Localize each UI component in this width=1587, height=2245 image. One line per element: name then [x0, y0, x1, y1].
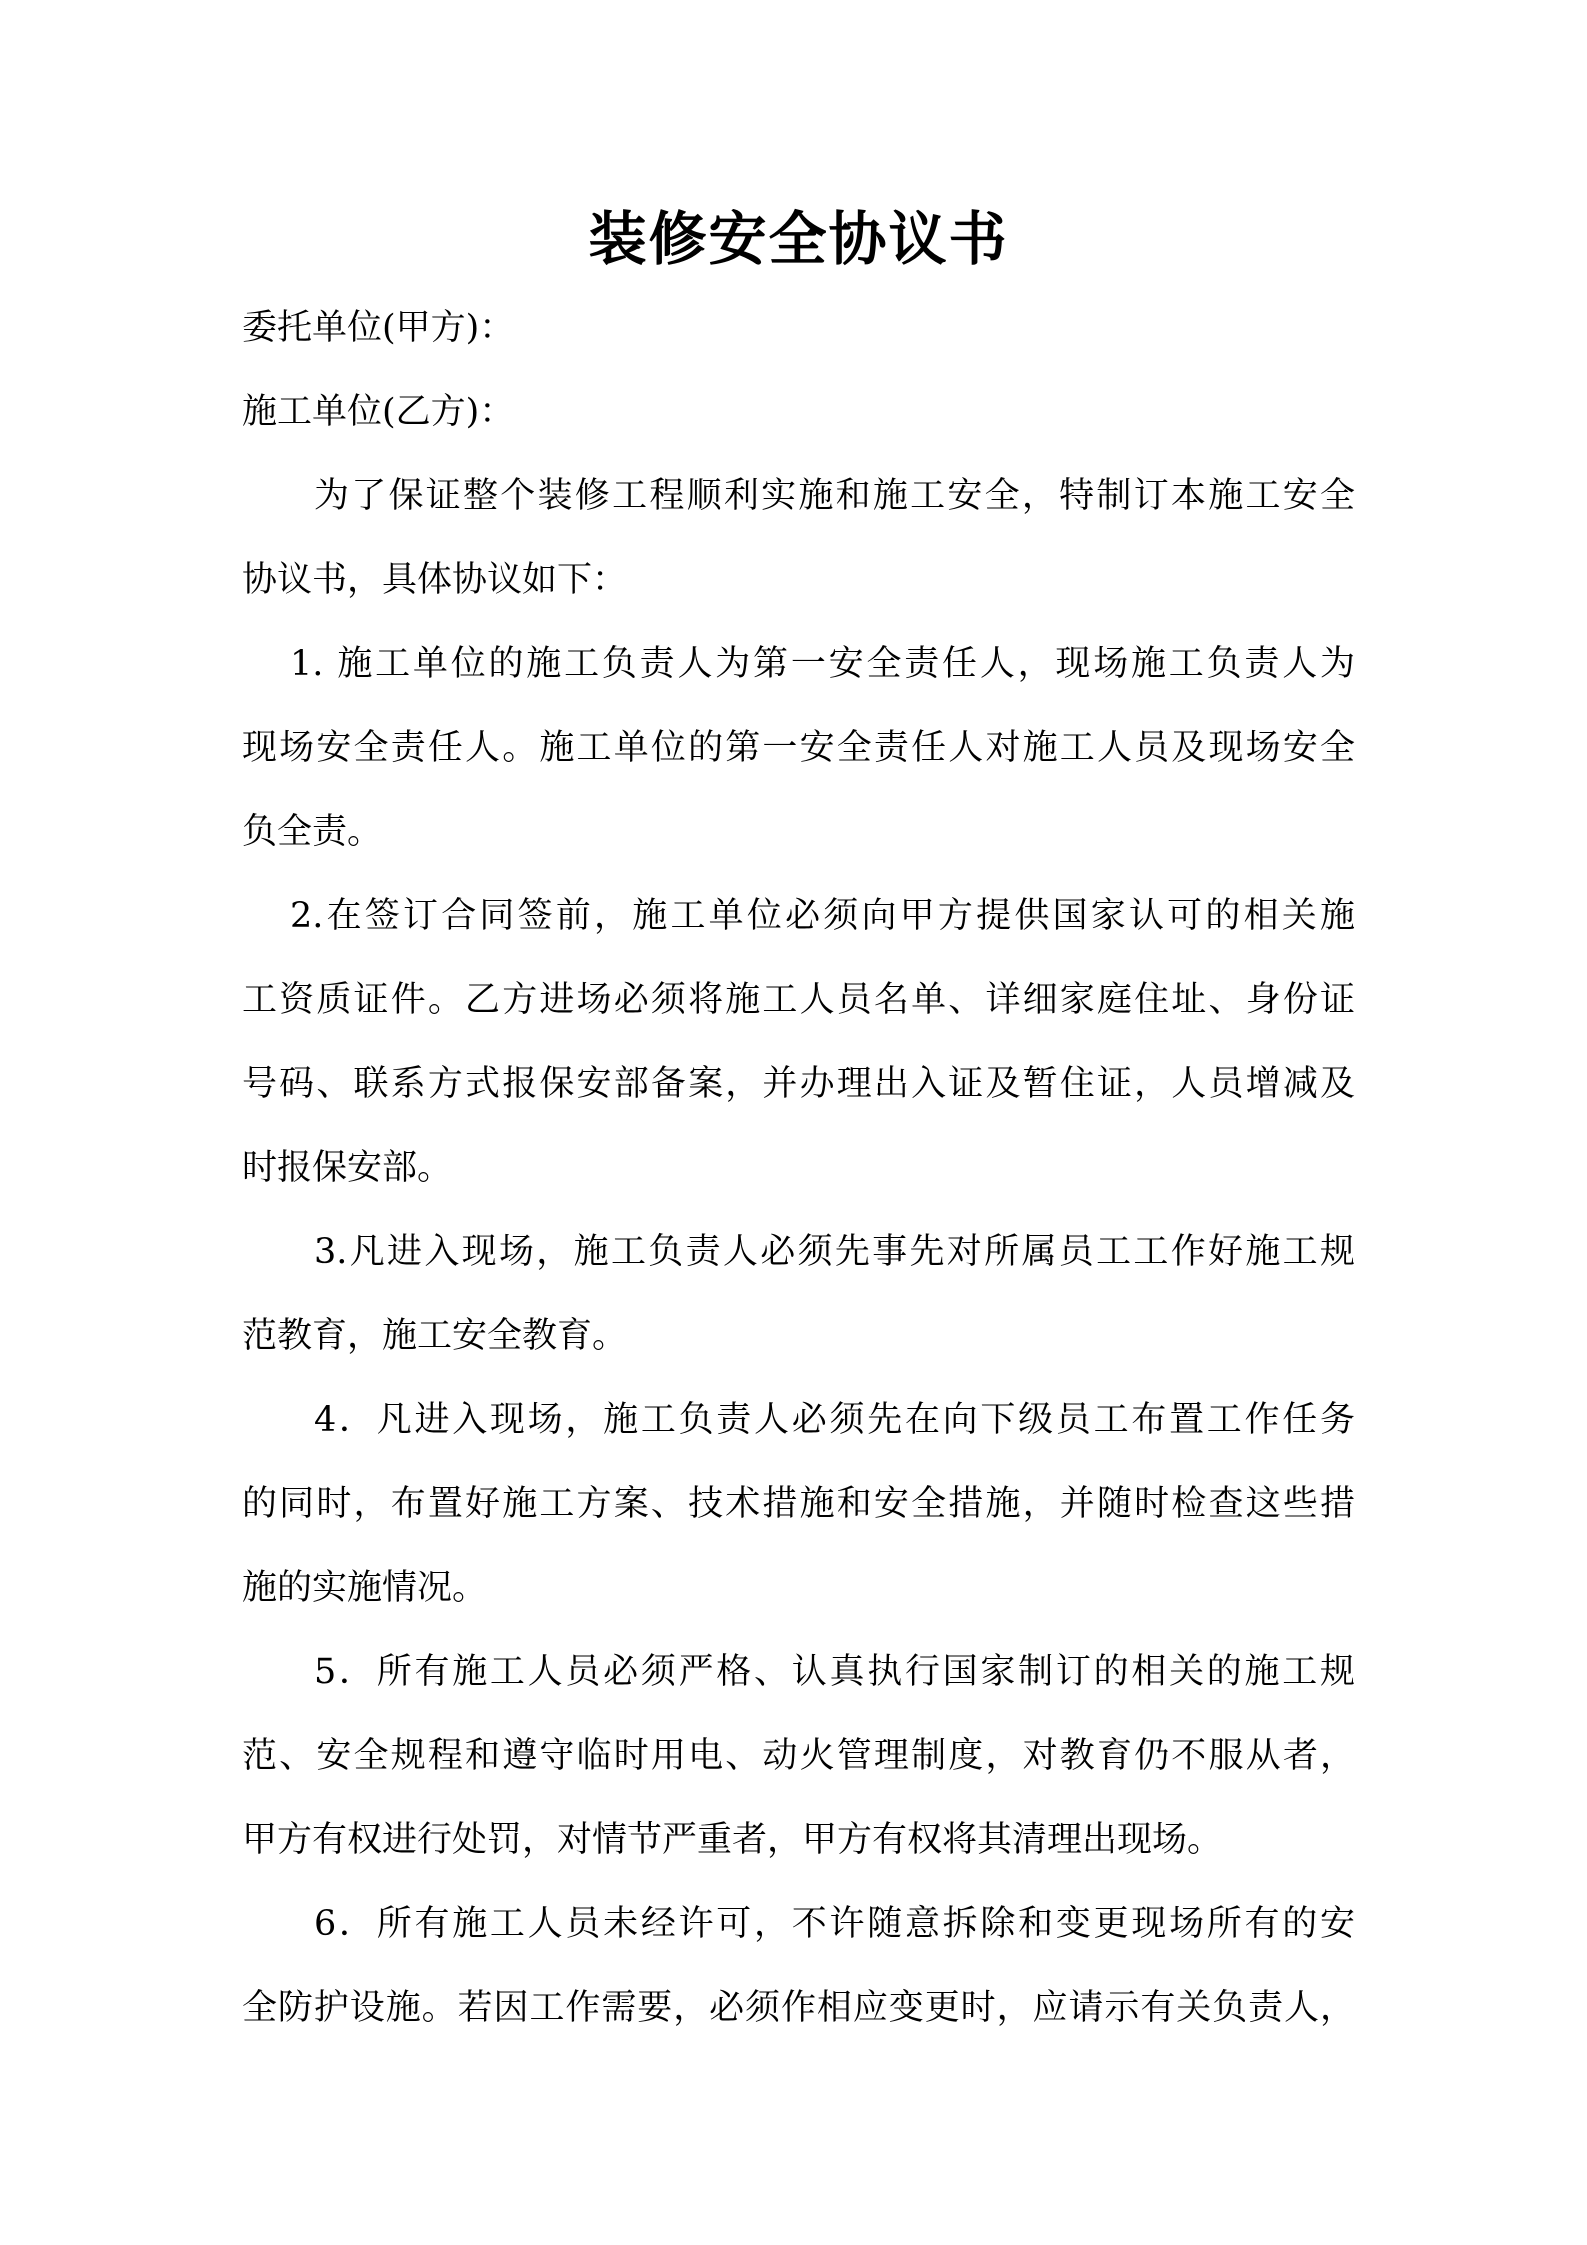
paragraph-line: 协议书，具体协议如下：	[242, 560, 628, 600]
intro-paragraph	[242, 454, 1355, 622]
document-body	[242, 192, 1355, 2050]
paragraph-line: 3.凡进入现场，施工负责人必须先事先对所属员工工作好施工规	[314, 1232, 1355, 1272]
paragraph-line: 工资质证件。乙方进场必须将施工人员名单、详细家庭住址、身份证	[242, 980, 1355, 1020]
party-b-line: 施工单位(乙方)：	[242, 392, 515, 432]
paragraph-line: 负全责。	[242, 812, 383, 852]
paragraph-line: 4．凡进入现场，施工负责人必须先在向下级员工布置工作任务	[314, 1400, 1355, 1440]
clause-5	[242, 1630, 1355, 1882]
paragraph-line: 为了保证整个装修工程顺利实施和施工安全，特制订本施工安全	[314, 476, 1355, 516]
clause-4	[242, 1378, 1355, 1630]
paragraph-line: 的同时，布置好施工方案、技术措施和安全措施，并随时检查这些措	[242, 1484, 1355, 1524]
paragraph-line: 1. 施工单位的施工负责人为第一安全责任人，现场施工负责人为	[290, 644, 1355, 684]
party-a-line: 委托单位(甲方)：	[242, 308, 515, 348]
paragraph-line: 2.在签订合同签前，施工单位必须向甲方提供国家认可的相关施	[290, 896, 1355, 936]
paragraph-line: 施的实施情况。	[242, 1568, 488, 1608]
paragraph-line: 甲方有权进行处罚，对情节严重者，甲方有权将其清理出现场。	[242, 1820, 1223, 1860]
paragraph-line: 范教育，施工安全教育。	[242, 1316, 628, 1356]
clause-3	[242, 1210, 1355, 1378]
document-title: 装修安全协议书	[588, 205, 1009, 273]
paragraph-line: 全防护设施。若因工作需要，必须作相应变更时，应请示有关负责人，	[242, 1988, 1355, 2028]
clause-6	[242, 1882, 1355, 2050]
paragraph-line: 时报保安部。	[242, 1148, 453, 1188]
clause-2	[242, 874, 1355, 1210]
clause-1	[242, 622, 1355, 874]
paragraph-line: 号码、联系方式报保安部备案，并办理出入证及暂住证，人员增减及	[242, 1064, 1355, 1104]
paragraph-line: 6．所有施工人员未经许可，不许随意拆除和变更现场所有的安	[314, 1904, 1355, 1944]
paragraph-line: 现场安全责任人。施工单位的第一安全责任人对施工人员及现场安全	[242, 728, 1355, 768]
paragraph-line: 范、安全规程和遵守临时用电、动火管理制度，对教育仍不服从者，	[242, 1736, 1355, 1776]
paragraph-line: 5．所有施工人员必须严格、认真执行国家制订的相关的施工规	[314, 1652, 1355, 1692]
